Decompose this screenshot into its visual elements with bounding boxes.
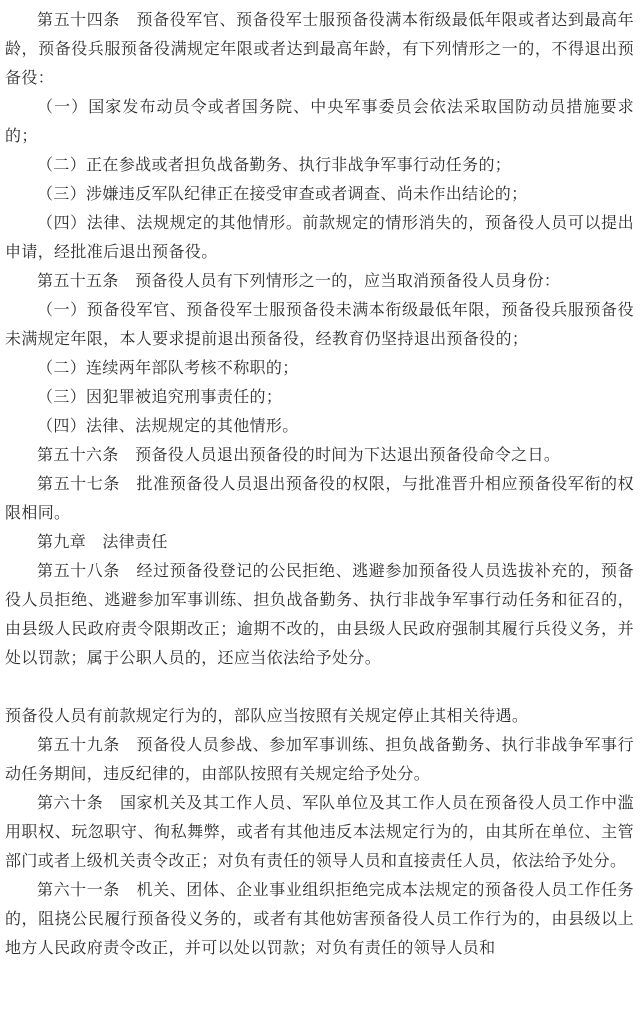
article-54-item-4: （四）法律、法规规定的其他情形。前款规定的情形消失的，预备役人员可以提出申请，经批准后退出预备役。 — [5, 213, 634, 261]
article-55-item-3: （三）因犯罪被追究刑事责任的； — [37, 387, 283, 406]
article-54: 第五十四条 预备役军官、预备役军士服预备役满本衔级最低年限或者达到最高年龄，预备役兵服预备役满规定年限或者达到最高年龄，有下列情形之一的，不得退出预备役： — [5, 10, 634, 87]
article-58-paragraph-2: 预备役人员有前款规定行为的，部队应当按照有关规定停止其相关待遇。 — [5, 706, 529, 725]
article-54-item-2: （二）正在参战或者担负战备勤务、执行非战争军事行动任务的； — [37, 155, 512, 174]
article-59: 第五十九条 预备役人员参战、参加军事训练、担负战备勤务、执行非战争军事行动任务期间，违反纪律的，由部队按照有关规定给予处分。 — [5, 735, 634, 783]
article-56: 第五十六条 预备役人员退出预备役的时间为下达退出预备役命令之日。 — [37, 445, 561, 464]
article-55-item-2: （二）连续两年部队考核不称职的； — [37, 358, 299, 377]
article-55-item-4: （四）法律、法规规定的其他情形。 — [37, 416, 299, 435]
article-60: 第六十条 国家机关及其工作人员、军队单位及其工作人员在预备役人员工作中滥用职权、玩忽职守、徇私舞弊，或者有其他违反本法规定行为的，由其所在单位、主管部门或者上级机关责令改正；对负有责任的领导人员和直接责任人员，依法给予处分。 — [5, 793, 634, 870]
paragraph-gap — [5, 672, 634, 701]
article-55-item-1: （一）预备役军官、预备役军士服预备役未满本衔级最低年限，预备役兵服预备役未满规定年限，本人要求提前退出预备役，经教育仍坚持退出预备役的； — [5, 300, 634, 348]
article-57: 第五十七条 批准预备役人员退出预备役的权限，与批准晋升相应预备役军衔的权限相同。 — [5, 474, 634, 522]
article-61: 第六十一条 机关、团体、企业事业组织拒绝完成本法规定的预备役人员工作任务的，阻挠公民履行预备役义务的，或者有其他妨害预备役人员工作行为的，由县级以上地方人民政府责令改正，并可以处以罚款；对负有责任的领导人员和 — [5, 880, 634, 957]
article-55: 第五十五条 预备役人员有下列情形之一的，应当取消预备役人员身份： — [37, 271, 561, 290]
article-54-item-1: （一）国家发布动员令或者国务院、中央军事委员会依法采取国防动员措施要求的； — [5, 97, 634, 145]
article-54-item-3: （三）涉嫌违反军队纪律正在接受审查或者调查、尚未作出结论的； — [37, 184, 528, 203]
article-58: 第五十八条 经过预备役登记的公民拒绝、逃避参加预备役人员选拔补充的，预备役人员拒绝、逃避参加军事训练、担负战备勤务、执行非战争军事行动任务和征召的，由县级人民政府责令限期改正；逾期不改的，由县级人民政府强制其履行兵役义务，并处以罚款；属于公职人员的，还应当依法给予处分。 — [5, 561, 634, 667]
chapter-9-heading: 第九章 法律责任 — [37, 532, 168, 551]
